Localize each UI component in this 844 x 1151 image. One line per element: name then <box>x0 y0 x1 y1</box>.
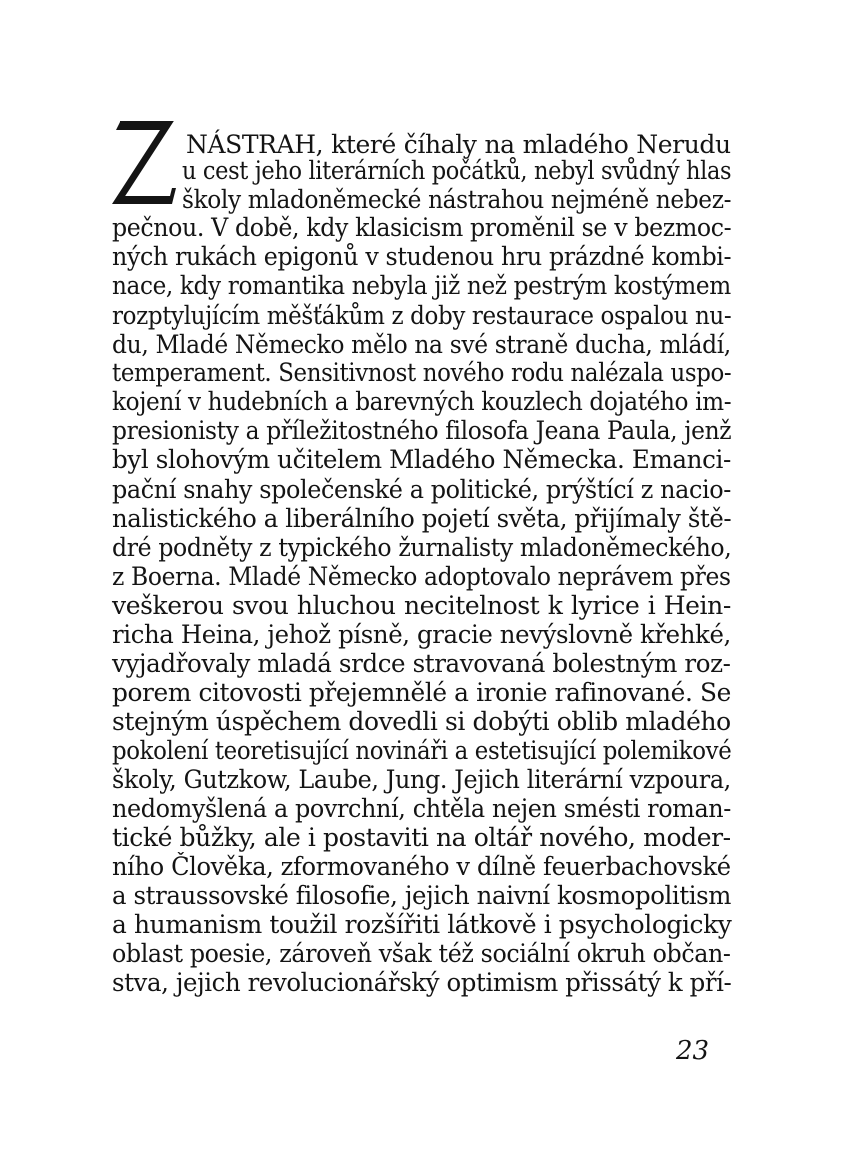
text-line: z Boerna. Mladé Německo adoptovalo neprávem přes <box>112 562 731 591</box>
text-line: nedomyšlená a povrchní, chtěla nejen smésti roman- <box>112 794 731 823</box>
text-line: nace, kdy romantika nebyla již než pestrým kostýmem <box>112 271 731 300</box>
text-line: du, Mladé Německo mělo na své straně ducha, mládí, <box>112 330 731 359</box>
text-line: školy mladoněmecké nástrahou nejméně nebez- <box>182 185 732 214</box>
text-line: oblast poesie, zároveň však též sociální okruh občan- <box>112 939 731 968</box>
text-line: richa Heina, jehož písně, gracie nevýslovně křehké, <box>112 620 731 649</box>
text-line: byl slohovým učitelem Mladého Německa. Emanci- <box>112 445 731 474</box>
text-line: ního Člověka, zformovaného v dílně feuerbachovské <box>112 852 731 881</box>
text-line: tické bůžky, ale i postaviti na oltář nového, moder- <box>112 823 731 852</box>
text-line: vyjadřovaly mladá srdce stravovaná bolestným roz- <box>112 649 731 678</box>
text-line: školy, Gutzkow, Laube, Jung. Jejich literární vzpoura, <box>112 765 731 794</box>
text-line: temperament. Sensitivnost nového rodu nalézala uspo- <box>112 358 732 387</box>
text-line: u cest jeho literárních počátků, nebyl svůdný hlas <box>182 156 732 185</box>
text-line: ných rukách epigonů v studenou hru prázdné kombi- <box>112 242 732 271</box>
text-line: veškerou svou hluchou necitelnost k lyrice i Hein- <box>112 591 731 620</box>
text-line: kojení v hudebních a barevných kouzlech dojatého im- <box>112 387 732 416</box>
drop-cap-letter-z <box>110 118 178 206</box>
text-line: porem citovosti přejemnělé a ironie rafinované. Se <box>112 678 731 707</box>
text-line: NÁSTRAH, které číhaly na mladého Nerudu <box>186 130 731 159</box>
text-line: pační snahy společenské a politické, prýštící z nacio- <box>112 475 731 504</box>
text-line: nalistického a liberálního pojetí světa, přijímaly ště- <box>112 504 732 533</box>
text-line: dré podněty z typického žurnalisty mladoněmeckého, <box>112 533 732 562</box>
text-line: stejným úspěchem dovedli si dobýti oblib mladého <box>112 707 731 736</box>
text-line: presionisty a příležitostného filosofa Jeana Paula, jenž <box>112 416 732 445</box>
text-line: pečnou. V době, kdy klasicism proměnil se v bezmoc- <box>112 213 732 242</box>
drop-cap-initial <box>110 118 178 206</box>
text-line: a straussovské filosofie, jejich naivní kosmopolitism <box>112 881 732 910</box>
page-number: 23 <box>676 1036 710 1066</box>
text-line: rozptylujícím měšťákům z doby restaurace ospalou nu- <box>112 301 732 330</box>
text-line: pokolení teoretisující novináři a estetisující polemikové <box>112 736 732 765</box>
text-line: a humanism toužil rozšířiti látkově i psychologicky <box>112 910 732 939</box>
text-line: stva, jejich revolucionářský optimism přissátý k pří- <box>112 968 732 997</box>
